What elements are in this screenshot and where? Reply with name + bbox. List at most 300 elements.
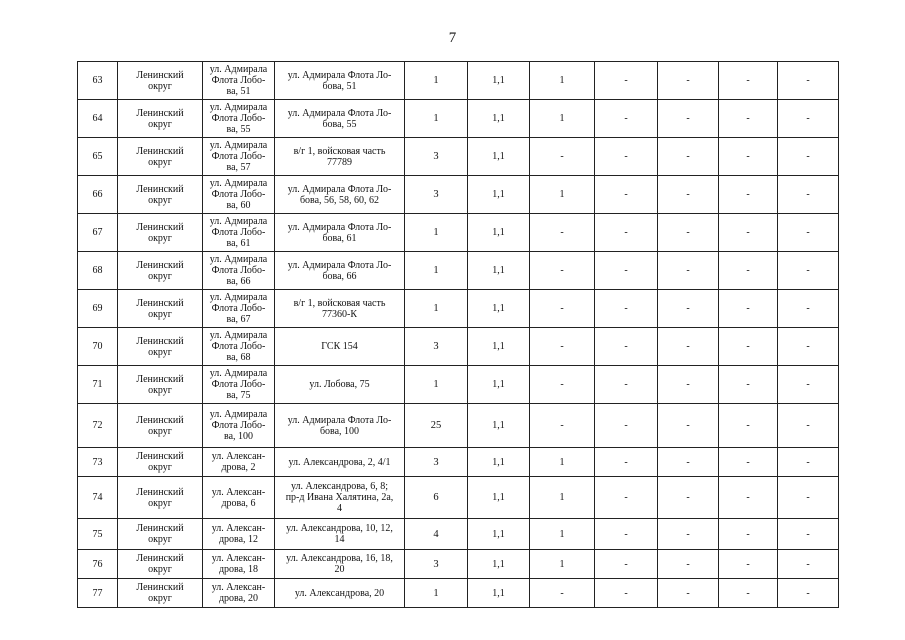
col10-cell: [719, 328, 778, 366]
street-text: ул. Адмирала Флота Лобо- ва, 66: [209, 254, 268, 287]
col8-cell: [595, 176, 658, 214]
table-body: [78, 62, 839, 608]
col10-cell: [719, 550, 778, 579]
col10-text: -: [746, 528, 750, 540]
col11-text: -: [806, 341, 810, 352]
col10-text: -: [746, 558, 750, 570]
quantity-text: 3: [433, 456, 439, 468]
col10-text: -: [746, 75, 750, 86]
district-cell: [118, 477, 203, 519]
address-cell: [275, 404, 405, 448]
col9-cell: [658, 100, 719, 138]
volume-cell: [468, 100, 530, 138]
volume-cell: [468, 290, 530, 328]
volume-cell: [468, 477, 530, 519]
address-cell: [275, 176, 405, 214]
table-row: [78, 550, 839, 579]
col10-cell: [719, 290, 778, 328]
address-text: в/г 1, войсковая часть 77360-К: [293, 297, 386, 320]
col10-cell: [719, 519, 778, 550]
col7-text: 1: [559, 456, 565, 468]
page-number: 7: [448, 30, 457, 46]
quantity-text: 1: [433, 303, 439, 314]
table-row: [78, 290, 839, 328]
row-number-text: 68: [92, 265, 103, 276]
district-text: Ленинский округ: [136, 183, 184, 206]
col11-cell: [778, 214, 839, 252]
street-text: ул. Адмирала Флота Лобо- ва, 75: [209, 368, 268, 401]
row-number-cell: [78, 62, 118, 100]
street-cell: [203, 477, 275, 519]
row-number-cell: [78, 176, 118, 214]
col8-cell: [595, 579, 658, 608]
col9-text: -: [686, 528, 690, 540]
volume-cell: [468, 448, 530, 477]
address-cell: [275, 62, 405, 100]
quantity-cell: [405, 214, 468, 252]
col9-cell: [658, 176, 719, 214]
col11-cell: [778, 404, 839, 448]
district-text: Ленинский округ: [136, 107, 184, 130]
col11-cell: [778, 579, 839, 608]
address-cell: [275, 214, 405, 252]
district-text: Ленинский округ: [136, 373, 184, 396]
street-cell: [203, 252, 275, 290]
table-row: [78, 579, 839, 608]
col7-text: 1: [559, 492, 565, 503]
col10-cell: [719, 176, 778, 214]
street-text: ул. Адмирала Флота Лобо- ва, 61: [209, 216, 268, 249]
row-number-cell: [78, 519, 118, 550]
col11-cell: [778, 550, 839, 579]
volume-text: 1,1: [492, 189, 505, 200]
volume-text: 1,1: [492, 265, 505, 276]
col10-text: -: [746, 587, 750, 599]
address-text: ул. Александрова, 6, 8; пр-д Ивана Халятина, 2а, 4: [285, 481, 394, 514]
col9-cell: [658, 579, 719, 608]
col11-cell: [778, 252, 839, 290]
address-text: ул. Лобова, 75: [309, 379, 370, 390]
quantity-text: 1: [433, 379, 439, 390]
col11-cell: [778, 477, 839, 519]
col9-cell: [658, 214, 719, 252]
col9-cell: [658, 519, 719, 550]
col7-cell: [530, 404, 595, 448]
volume-text: 1,1: [492, 151, 505, 162]
col10-text: -: [746, 113, 750, 124]
quantity-text: 1: [433, 75, 439, 86]
col8-cell: [595, 550, 658, 579]
col10-cell: [719, 404, 778, 448]
volume-cell: [468, 252, 530, 290]
volume-text: 1,1: [492, 341, 505, 352]
col11-text: -: [806, 151, 810, 162]
col9-cell: [658, 366, 719, 404]
address-cell: [275, 579, 405, 608]
col11-cell: [778, 328, 839, 366]
address-cell: [275, 100, 405, 138]
row-number-text: 76: [92, 558, 103, 570]
col8-text: -: [624, 303, 628, 314]
col9-text: -: [686, 75, 690, 86]
col8-text: -: [624, 151, 628, 162]
district-text: Ленинский округ: [136, 69, 184, 92]
quantity-text: 6: [433, 492, 439, 503]
row-number-text: 69: [92, 303, 103, 314]
table-row: [78, 366, 839, 404]
col7-cell: [530, 579, 595, 608]
col8-cell: [595, 252, 658, 290]
quantity-cell: [405, 579, 468, 608]
col10-cell: [719, 62, 778, 100]
volume-cell: [468, 519, 530, 550]
col7-text: -: [560, 587, 564, 599]
col8-cell: [595, 100, 658, 138]
col11-text: -: [806, 379, 810, 390]
col11-text: -: [806, 492, 810, 503]
district-cell: [118, 62, 203, 100]
col7-text: 1: [559, 189, 565, 200]
col11-cell: [778, 366, 839, 404]
street-cell: [203, 62, 275, 100]
district-text: Ленинский округ: [136, 486, 184, 509]
col7-cell: [530, 448, 595, 477]
address-text: ул. Адмирала Флота Ло- бова, 56, 58, 60, 62: [287, 183, 392, 206]
address-cell: [275, 328, 405, 366]
col8-cell: [595, 290, 658, 328]
volume-text: 1,1: [492, 492, 505, 503]
col11-cell: [778, 448, 839, 477]
street-text: ул. Адмирала Флота Лобо- ва, 51: [209, 64, 268, 97]
address-text: ул. Александрова, 10, 12, 14: [286, 523, 393, 545]
district-cell: [118, 404, 203, 448]
district-cell: [118, 176, 203, 214]
address-text: ГСК 154: [321, 341, 358, 352]
col7-cell: [530, 290, 595, 328]
row-number-text: 72: [92, 420, 103, 431]
col7-cell: [530, 366, 595, 404]
col7-text: -: [560, 379, 564, 390]
row-number-cell: [78, 366, 118, 404]
col10-cell: [719, 100, 778, 138]
row-number-cell: [78, 579, 118, 608]
col9-text: -: [686, 341, 690, 352]
col7-cell: [530, 62, 595, 100]
address-text: ул. Адмирала Флота Ло- бова, 55: [287, 107, 392, 130]
quantity-text: 4: [433, 528, 439, 540]
quantity-cell: [405, 252, 468, 290]
col8-text: -: [624, 558, 628, 570]
col9-text: -: [686, 151, 690, 162]
row-number-cell: [78, 477, 118, 519]
col7-cell: [530, 214, 595, 252]
col9-text: -: [686, 456, 690, 468]
address-cell: [275, 519, 405, 550]
street-text: ул. Алексан- дрова, 18: [211, 553, 266, 575]
col10-cell: [719, 477, 778, 519]
col11-cell: [778, 62, 839, 100]
street-cell: [203, 579, 275, 608]
col9-text: -: [686, 379, 690, 390]
street-text: ул. Адмирала Флота Лобо- ва, 68: [209, 330, 268, 363]
col7-cell: [530, 252, 595, 290]
col8-text: -: [624, 587, 628, 599]
volume-cell: [468, 366, 530, 404]
district-cell: [118, 519, 203, 550]
col8-cell: [595, 448, 658, 477]
volume-text: 1,1: [492, 456, 505, 468]
col7-cell: [530, 477, 595, 519]
quantity-cell: [405, 404, 468, 448]
address-text: ул. Адмирала Флота Ло- бова, 66: [287, 259, 392, 282]
district-text: Ленинский округ: [136, 335, 184, 358]
volume-text: 1,1: [492, 75, 505, 86]
col9-text: -: [686, 303, 690, 314]
quantity-cell: [405, 448, 468, 477]
quantity-text: 1: [433, 227, 439, 238]
table-row: [78, 404, 839, 448]
quantity-text: 3: [433, 558, 439, 570]
col8-cell: [595, 328, 658, 366]
col9-cell: [658, 550, 719, 579]
col8-cell: [595, 62, 658, 100]
row-number-text: 75: [92, 528, 103, 540]
quantity-cell: [405, 100, 468, 138]
district-cell: [118, 290, 203, 328]
address-cell: [275, 550, 405, 579]
volume-text: 1,1: [492, 587, 505, 599]
street-cell: [203, 404, 275, 448]
quantity-text: 1: [433, 587, 439, 599]
district-cell: [118, 448, 203, 477]
col7-text: 1: [559, 113, 565, 124]
table-row: [78, 328, 839, 366]
street-cell: [203, 366, 275, 404]
col8-text: -: [624, 379, 628, 390]
col11-text: -: [806, 75, 810, 86]
row-number-cell: [78, 404, 118, 448]
volume-cell: [468, 176, 530, 214]
col7-cell: [530, 138, 595, 176]
quantity-cell: [405, 550, 468, 579]
quantity-cell: [405, 290, 468, 328]
col11-text: -: [806, 587, 810, 599]
street-text: ул. Алексан- дрова, 20: [211, 582, 266, 604]
quantity-cell: [405, 519, 468, 550]
quantity-cell: [405, 328, 468, 366]
row-number-cell: [78, 328, 118, 366]
row-number-cell: [78, 214, 118, 252]
col7-text: -: [560, 265, 564, 276]
street-text: ул. Алексан- дрова, 12: [211, 523, 266, 545]
containers-table: [77, 61, 839, 608]
col8-text: -: [624, 456, 628, 468]
col7-cell: [530, 550, 595, 579]
street-text: ул. Алексан- дрова, 6: [211, 486, 266, 509]
col10-cell: [719, 252, 778, 290]
col9-cell: [658, 62, 719, 100]
row-number-text: 67: [92, 227, 103, 238]
volume-text: 1,1: [492, 420, 505, 431]
col7-cell: [530, 100, 595, 138]
col10-cell: [719, 138, 778, 176]
volume-cell: [468, 404, 530, 448]
col8-cell: [595, 214, 658, 252]
col9-text: -: [686, 265, 690, 276]
district-text: Ленинский округ: [136, 145, 184, 168]
col10-text: -: [746, 379, 750, 390]
col11-cell: [778, 290, 839, 328]
col7-cell: [530, 176, 595, 214]
row-number-cell: [78, 448, 118, 477]
street-cell: [203, 448, 275, 477]
col11-text: -: [806, 420, 810, 431]
col9-cell: [658, 477, 719, 519]
col7-cell: [530, 519, 595, 550]
street-cell: [203, 100, 275, 138]
col8-cell: [595, 366, 658, 404]
col7-text: -: [560, 420, 564, 431]
volume-cell: [468, 550, 530, 579]
col10-cell: [719, 579, 778, 608]
col10-text: -: [746, 303, 750, 314]
col9-text: -: [686, 420, 690, 431]
col9-cell: [658, 328, 719, 366]
quantity-text: 3: [433, 151, 439, 162]
col11-cell: [778, 138, 839, 176]
street-text: ул. Алексан- дрова, 2: [211, 451, 266, 473]
col8-cell: [595, 138, 658, 176]
quantity-cell: [405, 138, 468, 176]
col10-cell: [719, 448, 778, 477]
col8-text: -: [624, 528, 628, 540]
col9-cell: [658, 138, 719, 176]
district-cell: [118, 579, 203, 608]
address-text: в/г 1, войсковая часть 77789: [293, 145, 386, 168]
address-cell: [275, 290, 405, 328]
volume-cell: [468, 138, 530, 176]
col11-cell: [778, 176, 839, 214]
col9-cell: [658, 252, 719, 290]
row-number-text: 64: [92, 113, 103, 124]
district-cell: [118, 214, 203, 252]
address-text: ул. Александрова, 16, 18, 20: [286, 553, 393, 575]
district-text: Ленинский округ: [136, 523, 184, 545]
row-number-cell: [78, 290, 118, 328]
col10-text: -: [746, 420, 750, 431]
row-number-text: 65: [92, 151, 103, 162]
table-row: [78, 214, 839, 252]
col10-text: -: [746, 456, 750, 468]
row-number-cell: [78, 100, 118, 138]
quantity-text: 25: [430, 420, 442, 431]
col9-cell: [658, 448, 719, 477]
row-number-text: 66: [92, 189, 103, 200]
table-row: [78, 100, 839, 138]
col7-text: 1: [559, 75, 565, 86]
col11-text: -: [806, 558, 810, 570]
table-row: [78, 138, 839, 176]
district-cell: [118, 138, 203, 176]
row-number-text: 63: [92, 75, 103, 86]
address-cell: [275, 252, 405, 290]
col8-text: -: [624, 341, 628, 352]
street-cell: [203, 214, 275, 252]
address-cell: [275, 448, 405, 477]
street-cell: [203, 328, 275, 366]
district-cell: [118, 100, 203, 138]
col9-text: -: [686, 587, 690, 599]
col10-text: -: [746, 341, 750, 352]
address-cell: [275, 138, 405, 176]
volume-cell: [468, 579, 530, 608]
quantity-cell: [405, 366, 468, 404]
col7-text: 1: [559, 558, 565, 570]
volume-cell: [468, 214, 530, 252]
street-cell: [203, 176, 275, 214]
address-text: ул. Адмирала Флота Ло- бова, 61: [287, 221, 392, 244]
district-cell: [118, 252, 203, 290]
col8-cell: [595, 519, 658, 550]
table-row: [78, 448, 839, 477]
district-cell: [118, 328, 203, 366]
col7-text: -: [560, 341, 564, 352]
quantity-text: 1: [433, 265, 439, 276]
volume-text: 1,1: [492, 379, 505, 390]
col8-cell: [595, 477, 658, 519]
col11-text: -: [806, 189, 810, 200]
col9-text: -: [686, 492, 690, 503]
district-text: Ленинский округ: [136, 451, 184, 473]
volume-text: 1,1: [492, 227, 505, 238]
table-row: [78, 252, 839, 290]
street-text: ул. Адмирала Флота Лобо- ва, 60: [209, 178, 268, 211]
district-text: Ленинский округ: [136, 259, 184, 282]
col10-cell: [719, 366, 778, 404]
table-row: [78, 176, 839, 214]
col11-cell: [778, 519, 839, 550]
district-cell: [118, 550, 203, 579]
col10-text: -: [746, 492, 750, 503]
quantity-text: 3: [433, 341, 439, 352]
district-text: Ленинский округ: [136, 582, 184, 604]
col9-cell: [658, 290, 719, 328]
address-cell: [275, 477, 405, 519]
district-text: Ленинский округ: [136, 553, 184, 575]
address-cell: [275, 366, 405, 404]
col8-text: -: [624, 420, 628, 431]
district-text: Ленинский округ: [136, 221, 184, 244]
row-number-cell: [78, 550, 118, 579]
volume-cell: [468, 62, 530, 100]
street-text: ул. Адмирала Флота Лобо- ва, 67: [209, 292, 268, 325]
quantity-cell: [405, 477, 468, 519]
volume-text: 1,1: [492, 303, 505, 314]
volume-text: 1,1: [492, 558, 505, 570]
col11-text: -: [806, 113, 810, 124]
col9-text: -: [686, 189, 690, 200]
row-number-text: 70: [92, 341, 103, 352]
row-number-cell: [78, 252, 118, 290]
volume-cell: [468, 328, 530, 366]
quantity-text: 1: [433, 113, 439, 124]
address-text: ул. Александрова, 20: [294, 587, 385, 599]
row-number-text: 77: [92, 587, 103, 599]
volume-text: 1,1: [492, 528, 505, 540]
col9-text: -: [686, 113, 690, 124]
col10-text: -: [746, 227, 750, 238]
col9-text: -: [686, 558, 690, 570]
